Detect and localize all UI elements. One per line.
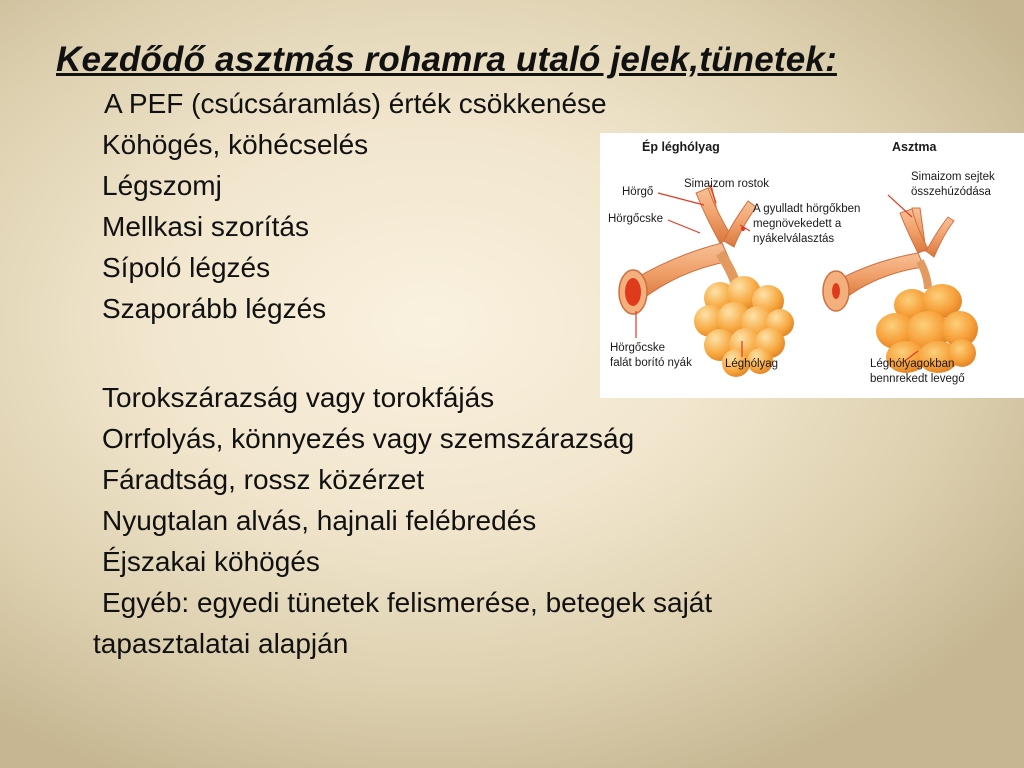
label-simaizom-sejtek-1: Simaizom sejtek <box>911 171 995 183</box>
list-item: A PEF (csúcsáramlás) érték csökkenése <box>104 88 607 119</box>
list-item: Torokszárazság vagy torokfájás <box>102 382 495 413</box>
label-nyak-1: Hörgőcske <box>610 342 665 354</box>
list-item-continuation: tapasztalatai alapján <box>93 628 349 659</box>
label-bennrekedt-2: bennrekedt levegő <box>870 373 965 385</box>
label-simaizom-sejtek-2: összehúzódása <box>911 186 991 198</box>
label-horgocske: Hörgőcske <box>608 213 663 225</box>
label-gyulladt-2: megnövekedett a <box>753 218 842 230</box>
list-item: Egyéb: egyedi tünetek felismerése, betegek saját <box>102 587 713 618</box>
asthma-airway <box>823 208 978 373</box>
label-nyak-2: falát borító nyák <box>610 357 692 369</box>
asthma-diagram-svg <box>600 133 1024 398</box>
label-horgo: Hörgő <box>622 186 654 198</box>
list-item: Fáradtság, rossz közérzet <box>102 464 425 495</box>
figure-header-asthma: Asztma <box>892 140 937 154</box>
label-legholyag: Léghólyag <box>725 358 779 370</box>
symptom-list-primary <box>102 86 607 332</box>
label-gyulladt-1: A gyulladt hörgőkben <box>753 203 861 215</box>
list-item: Orrfolyás, könnyezés vagy szemszárazság <box>102 423 635 454</box>
label-simaizom-rostok: Simaizom rostok <box>684 178 769 190</box>
list-item: Éjszakai köhögés <box>102 546 320 577</box>
slide-title: Kezdődő asztmás rohamra utaló jelek,tünetek: <box>56 40 837 79</box>
label-bennrekedt-1: Léghólyagokban <box>870 358 955 370</box>
asthma-illustration <box>600 133 1024 398</box>
list-item: Sípoló légzés <box>102 252 271 283</box>
list-item: Köhögés, köhécselés <box>102 129 369 160</box>
list-item: Mellkasi szorítás <box>102 211 309 242</box>
figure-header-healthy: Ép léghólyag <box>642 140 720 154</box>
list-item: Légszomj <box>102 170 222 201</box>
list-item: Szaporább légzés <box>102 293 327 324</box>
list-item: Nyugtalan alvás, hajnali felébredés <box>102 505 537 536</box>
symptom-list-secondary <box>102 380 712 626</box>
pointer-dot <box>741 227 745 231</box>
label-gyulladt-3: nyákelválasztás <box>753 233 835 245</box>
